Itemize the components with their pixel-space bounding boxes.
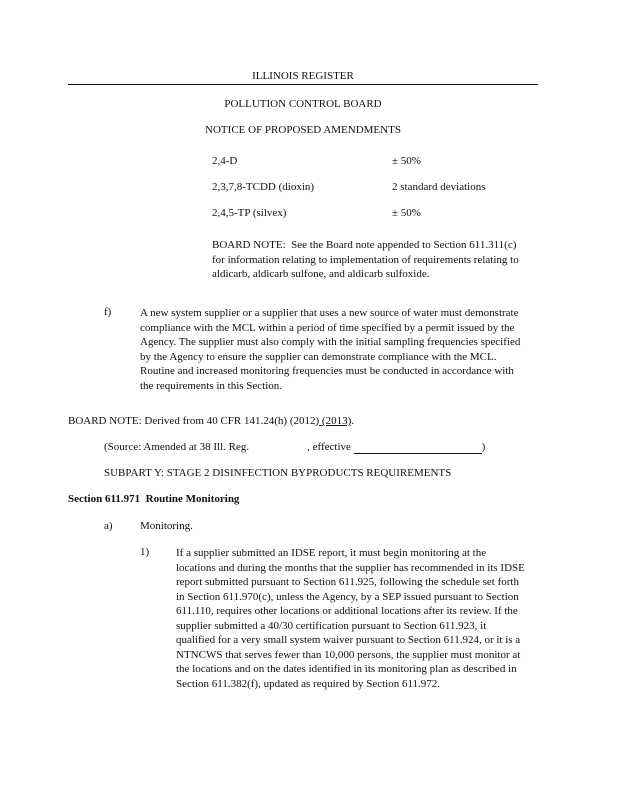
source-close: ) bbox=[481, 441, 486, 453]
source-line bbox=[104, 441, 485, 454]
board-note-2 bbox=[68, 415, 354, 427]
limit-compound: 2,4,5-TP (silvex) bbox=[212, 207, 287, 219]
notice-title: NOTICE OF PROPOSED AMENDMENTS bbox=[205, 124, 401, 136]
register-title: ILLINOIS REGISTER bbox=[252, 70, 354, 82]
item-1-marker: 1) bbox=[140, 546, 150, 558]
limit-compound: 2,3,7,8-TCDD (dioxin) bbox=[212, 181, 315, 193]
limit-value: ± 50% bbox=[392, 207, 421, 219]
board-note-label: BOARD NOTE: bbox=[212, 239, 286, 251]
item-f-marker: f) bbox=[104, 306, 112, 318]
limit-compound: 2,4-D bbox=[212, 155, 238, 167]
effective-date-blank bbox=[354, 441, 482, 454]
limit-value: 2 standard deviations bbox=[392, 181, 486, 193]
board-note-1 bbox=[212, 238, 527, 282]
board-note-text: See the Board note appended to Section 611.311(c) for information relating to implementation of requirements relating to aldicarb, aldicarb sulfone, and aldicarb sulfoxide. bbox=[212, 239, 519, 280]
limit-value: ± 50% bbox=[392, 155, 421, 167]
header-rule bbox=[68, 84, 538, 85]
board-note-2-inserted: (2013) bbox=[319, 415, 352, 427]
subpart-heading: SUBPART Y: STAGE 2 DISINFECTION BYPRODUCTS REQUIREMENTS bbox=[104, 467, 452, 479]
board-note-2-suffix: . bbox=[351, 415, 354, 427]
item-a-label: Monitoring. bbox=[140, 520, 193, 532]
board-name: POLLUTION CONTROL BOARD bbox=[224, 98, 382, 110]
board-note-2-prefix: BOARD NOTE: Derived from 40 CFR 141.24(h) (2012) bbox=[68, 415, 320, 427]
source-effective: , effective bbox=[307, 441, 351, 453]
section-number: Section 611.971 bbox=[68, 493, 141, 505]
item-a-marker: a) bbox=[104, 520, 113, 532]
source-text: (Source: Amended at 38 Ill. Reg. bbox=[104, 441, 250, 453]
item-1-text: If a supplier submitted an IDSE report, it must begin monitoring at the locations and during the months that the supplier has recommended in its IDSE report submitted pursuant to Section 611.925, following the schedule set forth in Section 611.970(c), unless the Agency, by a SEP issued pursuant to Section 611.110, requires other locations or additional locations after its review. If the supplier submitted a 40/30 certification pursuant to Section 611.923, it qualified for a very small system waiver pursuant to Section 611.924, or it is a NTNCWS that serves fewer than 10,000 persons, the supplier must monitor at the locations and on the dates identified in its monitoring plan as described in Section 611.382(f), updated as required by Section 611.972. bbox=[176, 547, 525, 690]
section-title: Routine Monitoring bbox=[145, 493, 240, 505]
section-heading bbox=[68, 493, 239, 505]
item-f-text: A new system supplier or a supplier that uses a new source of water must demonstrate compliance with the MCL within a period of time specified by a permit issued by the Agency. The supplier must also comply with the initial sampling frequencies specified by the Agency to ensure the supplier can demonstrate compliance with the MCL. Routine and increased monitoring frequencies must be conducted in accordance with the requirements in this Section. bbox=[140, 307, 521, 392]
